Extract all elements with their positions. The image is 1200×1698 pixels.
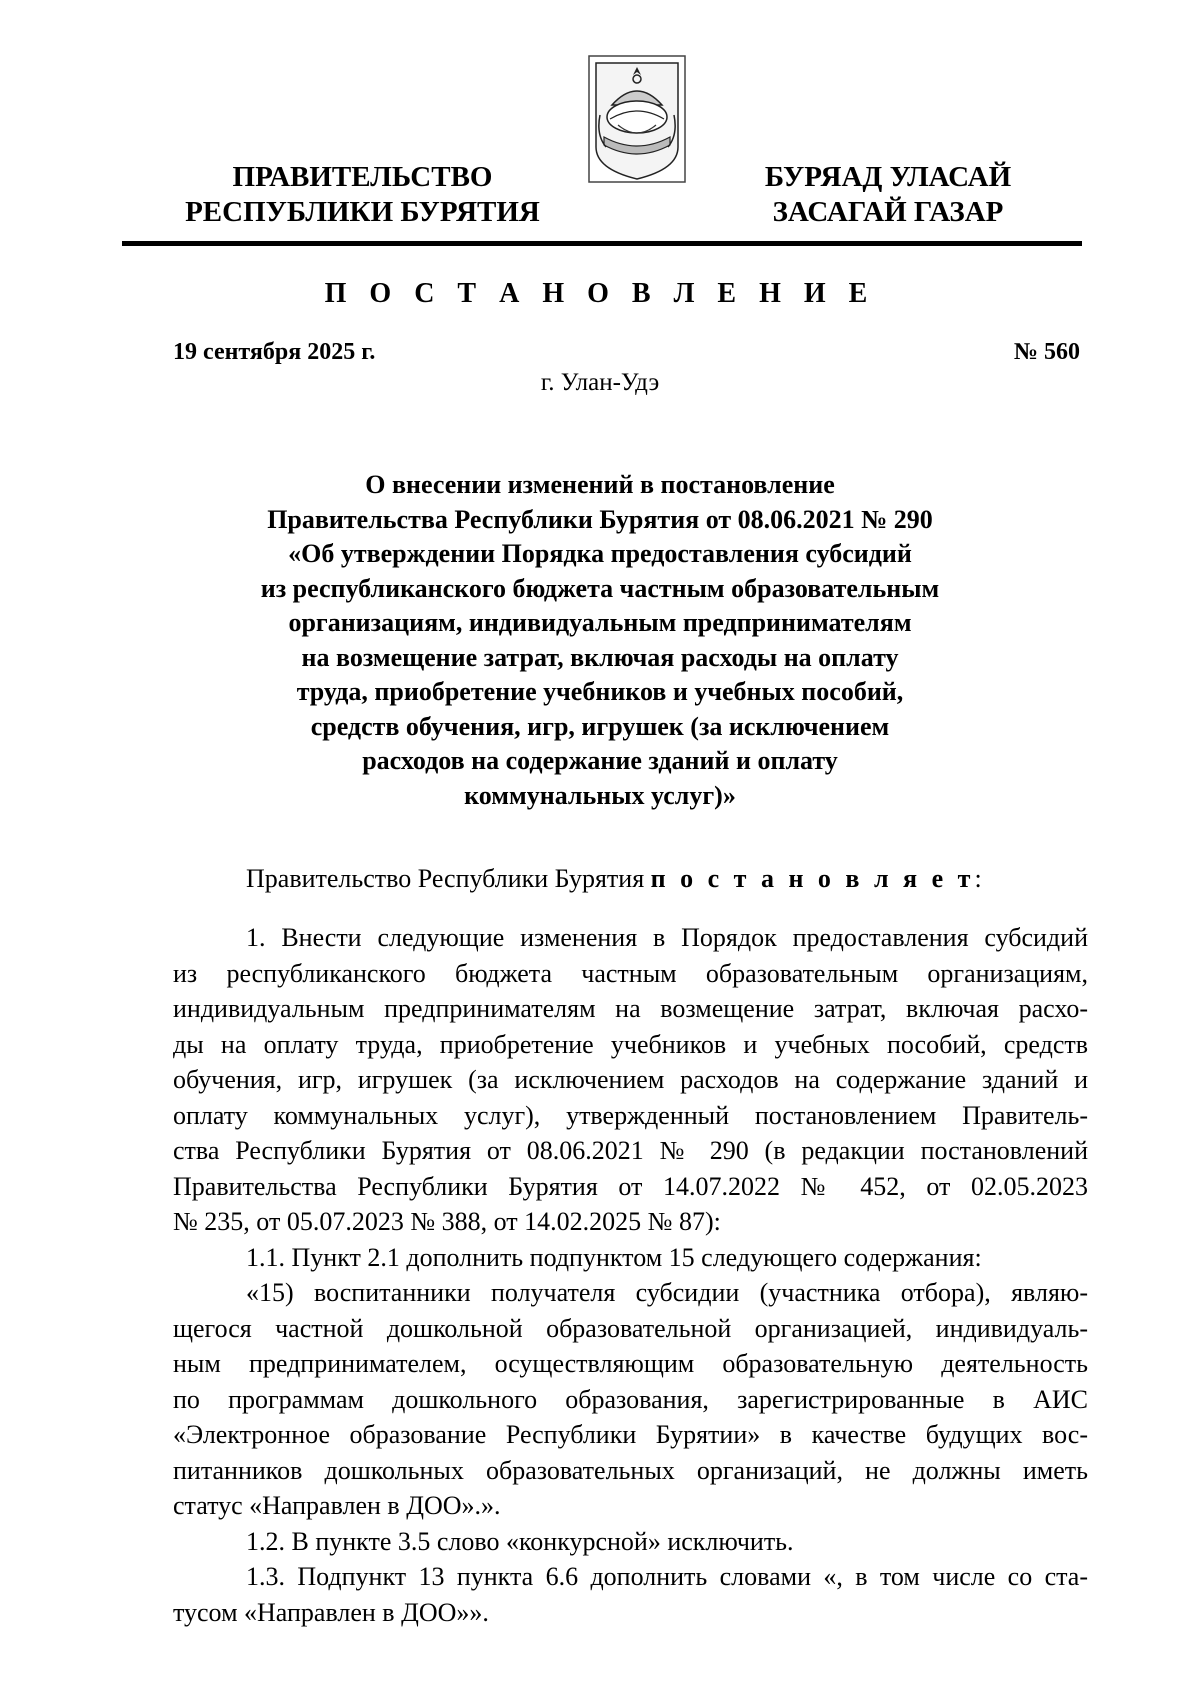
- body-line: 1.1. Пункт 2.1 дополнить подпунктом 15 следующего содержания:: [246, 1242, 982, 1272]
- document-type: П О С Т А Н О В Л Е Н И Е: [324, 278, 876, 309]
- body-line: тусом «Направлен в ДОО»».: [173, 1597, 489, 1627]
- coat-of-arms-icon: [588, 55, 686, 183]
- document-number: № 560: [1013, 339, 1080, 365]
- preamble-colon: :: [974, 864, 982, 893]
- body-line: питанников дошкольных образовательных организаций, не должны иметь: [173, 1455, 1088, 1485]
- preamble-text: Правительство Республики Бурятия: [246, 864, 645, 893]
- body-line: из республиканского бюджета частным образовательным организациям,: [173, 958, 1088, 988]
- body-line: 1.2. В пункте 3.5 слово «конкурсной» исключить.: [246, 1526, 794, 1556]
- body-line: ды на оплату труда, приобретение учебников и учебных пособий, средств: [173, 1029, 1088, 1059]
- subject-line: на возмещение затрат, включая расходы на оплату: [301, 642, 899, 672]
- header-right-line-2: ЗАСАГАЙ ГАЗАР: [772, 196, 1004, 228]
- body-line: «Электронное образование Республики Бурятии» в качестве будущих вос-: [173, 1420, 1088, 1449]
- body-line: ства Республики Бурятия от 08.06.2021 № 290 (в редакции постановлений: [173, 1136, 1088, 1165]
- header-left-line-2: РЕСПУБЛИКИ БУРЯТИЯ: [185, 196, 540, 228]
- document-date: 19 сентября 2025 г.: [173, 339, 376, 365]
- body-line: 1. Внести следующие изменения в Порядок предоставления субсидий: [246, 923, 1088, 952]
- document-city: г. Улан-Удэ: [540, 369, 660, 396]
- government-name-russian: [170, 160, 555, 230]
- body-line: по программам дошкольного образования, зарегистрированные в АИС: [173, 1384, 1088, 1414]
- body-line: «15) воспитанники получателя субсидии (участника отбора), являю-: [246, 1278, 1088, 1307]
- subject-line: О внесении изменений в постановление: [365, 470, 835, 499]
- subject-line: «Об утверждении Порядка предоставления субсидий: [288, 539, 912, 568]
- subject-line: Правительства Республики Бурятия от 08.06.2021 № 290: [267, 504, 933, 534]
- document-subject: [200, 468, 1000, 813]
- body-line: № 235, от 05.07.2023 № 388, от 14.02.2025 № 87):: [173, 1207, 721, 1236]
- document-body: [173, 920, 1088, 1630]
- body-line: статус «Направлен в ДОО».».: [173, 1491, 501, 1520]
- body-line: 1.3. Подпункт 13 пункта 6.6 дополнить словами «, в том числе со ста-: [246, 1562, 1088, 1591]
- body-line: оплату коммунальных услуг), утвержденный постановлением Правитель-: [173, 1100, 1088, 1130]
- body-line: щегося частной дошкольной образовательной организацией, индивидуаль-: [173, 1313, 1088, 1343]
- subject-line: средств обучения, игр, игрушек (за исключением: [310, 711, 890, 741]
- government-name-buryat: [738, 160, 1038, 230]
- preamble-verb: п о с т а н о в л я е т: [650, 864, 975, 893]
- subject-line: из республиканского бюджета частным образовательным: [260, 573, 940, 603]
- header-right-line-1: БУРЯАД УЛАСАЙ: [764, 161, 1012, 193]
- preamble: [246, 864, 982, 894]
- subject-line: коммунальных услуг)»: [464, 780, 736, 810]
- subject-line: расходов на содержание зданий и оплату: [362, 746, 838, 775]
- body-line: ным предпринимателем, осуществляющим образовательную деятельность: [173, 1349, 1088, 1378]
- header-left-line-1: ПРАВИТЕЛЬСТВО: [232, 161, 493, 193]
- subject-line: труда, приобретение учебников и учебных пособий,: [296, 677, 904, 706]
- header-divider: [122, 241, 1082, 246]
- body-line: Правительства Республики Бурятия от 14.07.2022 № 452, от 02.05.2023: [173, 1171, 1088, 1201]
- subject-line: организациям, индивидуальным предпринимателям: [288, 608, 912, 637]
- body-line: обучения, игр, игрушек (за исключением расходов на содержание зданий и: [173, 1065, 1088, 1094]
- body-line: индивидуальным предпринимателям на возмещение затрат, включая расхо-: [173, 994, 1088, 1023]
